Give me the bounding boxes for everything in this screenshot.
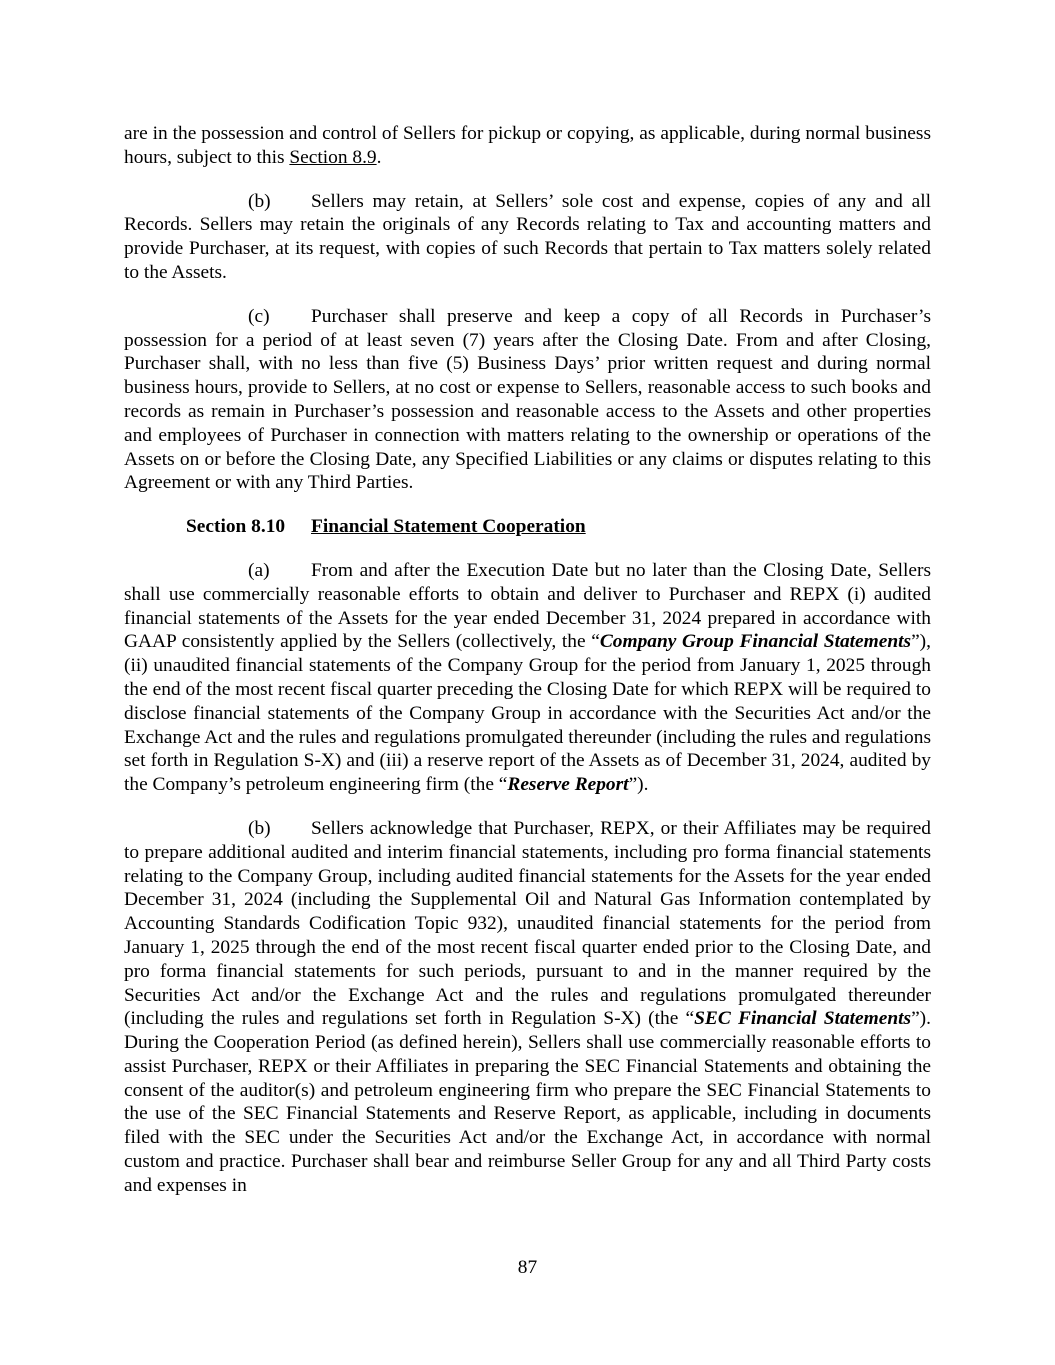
paragraph-text: ”), (ii) unaudited financial statements of the Company Group for the period from January 1, 2025 through the end of the most recent fiscal quarter preceding the Closing Date for which REPX will be required to disclose financial statements of the Company Group in accordance with the Securities Act and/or the Exchange Act and the rules and regulations promulgated thereunder (including the rules and regulations set forth in Regulation S-X) and (iii) a reserve report of the Assets as of December 31, 2024, audited by the Company’s petroleum engineering firm (the “ bbox=[124, 631, 931, 796]
paragraph-text: Sellers may retain, at Sellers’ sole cost and expense, copies of any and all Records. Sellers may retain the originals of any Records relating to Tax and accounting matters and provide Purchaser, at its request, with copies of such Records that pertain to Tax matters solely related to the Assets. bbox=[124, 190, 931, 283]
paragraph-text-end: ”). bbox=[628, 774, 649, 796]
paragraph-text: Purchaser shall preserve and keep a copy of all Records in Purchaser’s possession for a period of at least seven (7) years after the Closing Date. From and after Closing, Purchaser shall, with no less than five (5) Business Days’ prior written request and during normal business hours, provide to Sellers, at no cost or expense to Sellers, reasonable access to such books and records as remain in Purchaser’s possession and reasonable access to the Assets and other properties and employees of Purchaser in connection with matters relating to the ownership or operations of the Assets on or before the Closing Date, any Specified Liabilities or any claims or disputes relating to this Agreement or with any Third Parties. bbox=[124, 305, 931, 494]
section-number: Section 8.10 bbox=[186, 516, 286, 538]
section-heading bbox=[124, 515, 931, 539]
defined-term: Reserve Report bbox=[507, 774, 629, 796]
paragraph-continuation bbox=[124, 122, 931, 170]
paragraph-label: (c) bbox=[248, 305, 270, 327]
section-title: Financial Statement Cooperation bbox=[311, 516, 586, 538]
paragraph-label: (a) bbox=[248, 559, 270, 581]
paragraph-text: Sellers acknowledge that Purchaser, REPX, or their Affiliates may be required to prepare additional audited and interim financial statements, including pro forma financial statements relating to the Company Group, including audited financial statements for the Assets for the year ended December 31, 2024 (including the Supplemental Oil and Natural Gas Information contemplated by Accounting Standards Codification Topic 932), unaudited financial statements for the period from January 1, 2025 through the end of the most recent fiscal quarter ended prior to the Closing Date, and pro forma financial statements for such periods, pursuant to and in the manner required by the Securities Act and/or the Exchange Act and the rules and regulations promulgated thereunder (including the rules and regulations set forth in Regulation S-X) (the “ bbox=[124, 817, 931, 1030]
paragraph-b-financial bbox=[124, 817, 931, 1198]
document-page bbox=[124, 122, 931, 1198]
paragraph-c-records bbox=[124, 305, 931, 495]
paragraph-b-records bbox=[124, 190, 931, 285]
defined-term: SEC Financial Statements bbox=[694, 1008, 912, 1030]
paragraph-text-end: . bbox=[376, 146, 382, 168]
paragraph-text: are in the possession and control of Sellers for pickup or copying, as applicable, during normal business hours, subject to this bbox=[124, 123, 931, 168]
paragraph-text: ”). During the Cooperation Period (as defined herein), Sellers shall use commercially reasonable efforts to assist Purchaser, REPX or their Affiliates in preparing the SEC Financial Statements and obtaining the consent of the auditor(s) and petroleum engineering firm who prepare the SEC Financial Statements to the use of the SEC Financial Statements and Reserve Report, as applicable, including in documents filed with the SEC under the Securities Act and/or the Exchange Act, in accordance with normal custom and practice. Purchaser shall bear and reimburse Seller Group for any and all Third Party costs and expenses in bbox=[124, 1008, 931, 1196]
paragraph-label: (b) bbox=[248, 190, 271, 212]
paragraph-text: From and after the Execution Date but no later than the Closing Date, Sellers shall use commercially reasonable efforts to obtain and deliver to Purchaser and REPX (i) audited financial statements of the Assets for the year ended December 31, 2024 prepared in accordance with GAAP consistently applied by the Sellers (collectively, the “ bbox=[124, 559, 931, 653]
paragraph-a-financial bbox=[124, 559, 931, 797]
section-reference-link[interactable]: Section 8.9 bbox=[289, 146, 377, 168]
page-number: 87 bbox=[517, 1257, 538, 1278]
paragraph-label: (b) bbox=[248, 817, 271, 839]
defined-term: Company Group Financial Statements bbox=[599, 631, 912, 653]
